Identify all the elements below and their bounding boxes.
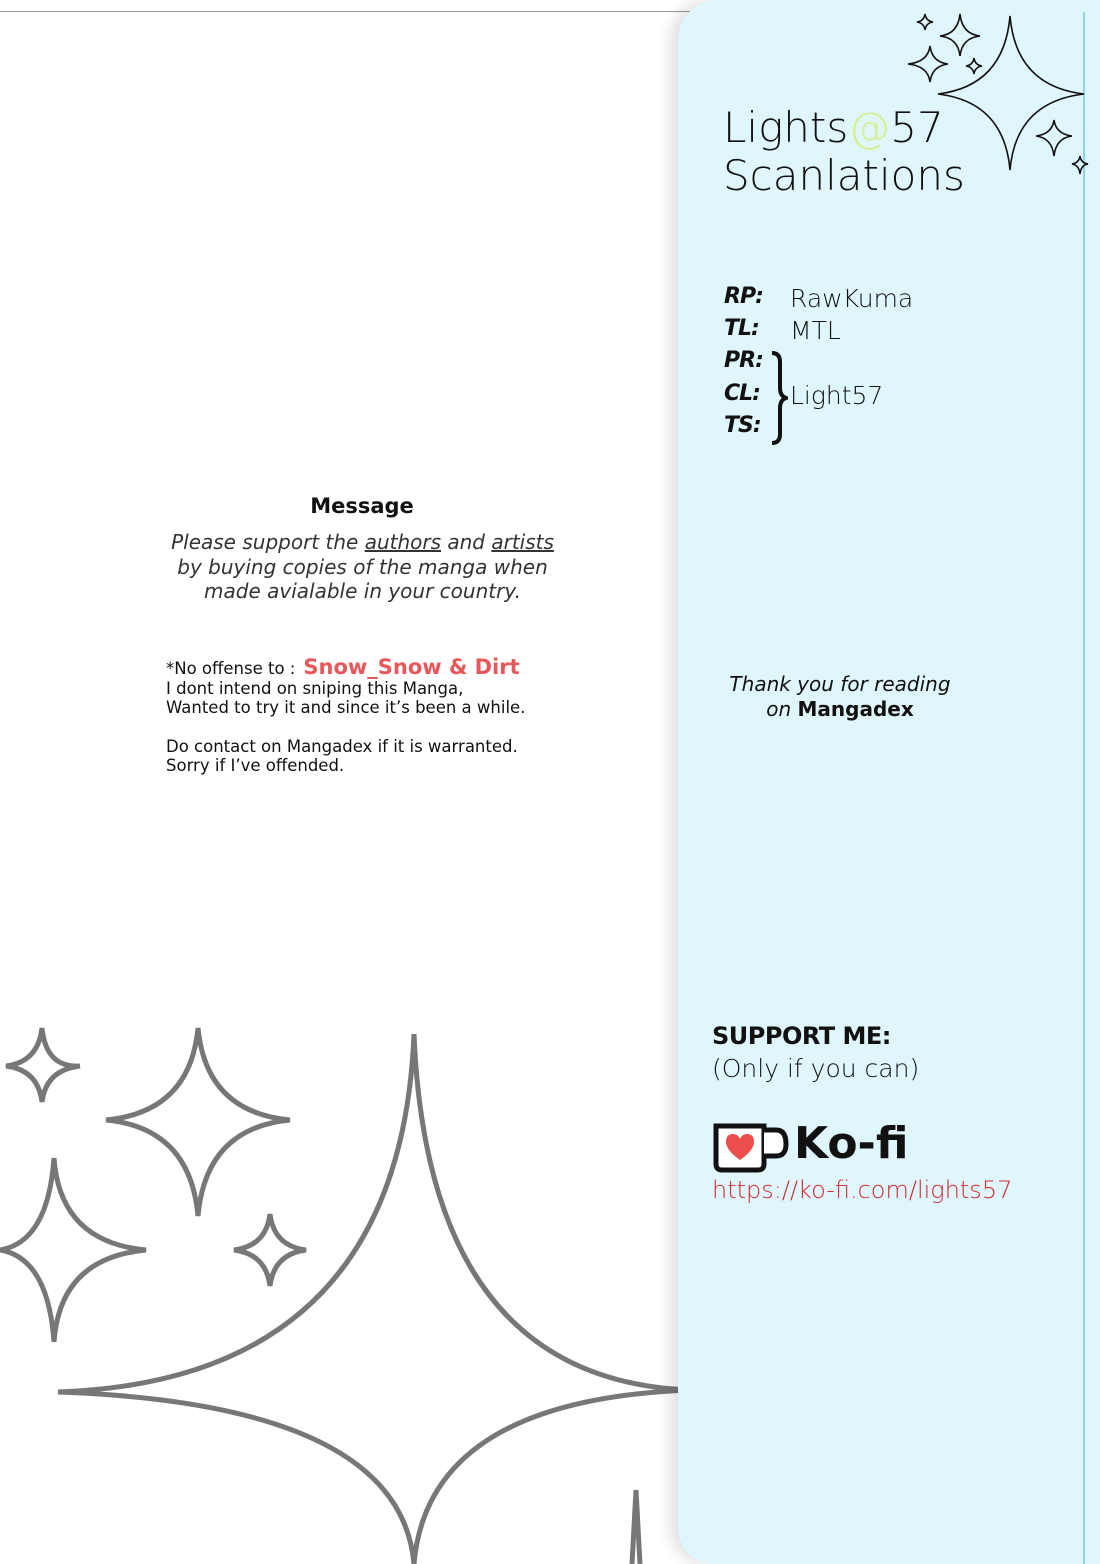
message-emphasis-authors: authors — [364, 530, 442, 554]
credit-key: PR: — [724, 348, 763, 373]
message-text: and — [441, 530, 492, 554]
credit-value: MTL — [790, 316, 841, 345]
logo-text: Lights — [723, 103, 849, 152]
panel-edge — [1083, 12, 1085, 1564]
logo-number: 57 — [890, 103, 944, 152]
note-prefix: *No offense to : — [166, 659, 296, 678]
note-line-3: Wanted to try it and since it’s been a while. — [166, 698, 526, 717]
thanks-site: Mangadex — [797, 697, 914, 721]
kofi-link[interactable]: https://ko-fi.com/lights57 — [712, 1176, 1013, 1204]
scanlation-logo — [723, 104, 965, 200]
kofi-wordmark[interactable]: Ko-fi — [794, 1118, 909, 1169]
thanks-message — [700, 672, 980, 722]
message-body — [140, 530, 585, 604]
logo-line-2: Scanlations — [723, 151, 965, 200]
kofi-cup-icon[interactable] — [710, 1120, 790, 1174]
support-subtitle: (Only if you can) — [712, 1054, 920, 1083]
brace-icon — [768, 350, 788, 446]
credit-key: TS: — [724, 413, 761, 438]
support-title: SUPPORT ME: — [712, 1022, 891, 1050]
note-line-1 — [166, 655, 586, 679]
thanks-line-2 — [700, 697, 980, 722]
note-target: Snow_Snow & Dirt — [303, 655, 520, 679]
note-line-2: I dont intend on sniping this Manga, — [166, 678, 464, 698]
message-line-1 — [140, 530, 585, 555]
offense-note — [166, 655, 586, 776]
message-title: Message — [310, 494, 414, 518]
logo-line-1 — [723, 104, 965, 152]
top-rule — [0, 11, 690, 12]
message-emphasis-artists: artists — [491, 530, 554, 554]
message-text: the — [319, 530, 365, 554]
credit-key: TL: — [724, 316, 759, 341]
message-emphasis-support: support — [242, 530, 320, 554]
credits-panel — [678, 0, 1100, 1564]
logo-at-symbol: @ — [848, 103, 891, 152]
credit-value: RawKuma — [790, 284, 914, 313]
message-text: Please — [171, 530, 243, 554]
sparkles-decoration-icon — [0, 1020, 690, 1564]
note-line-4: Do contact on Mangadex if it is warranted. — [166, 736, 518, 756]
message-line-2: by buying copies of the manga when — [177, 554, 548, 579]
note-line-5: Sorry if I’ve offended. — [166, 756, 345, 775]
message-line-3: made avialable in your country. — [204, 579, 521, 603]
thanks-line-1: Thank you for reading — [729, 672, 951, 696]
thanks-on: on — [766, 697, 798, 721]
credit-key: RP: — [724, 284, 763, 309]
credit-value: Light57 — [790, 381, 884, 410]
credit-key: CL: — [724, 381, 760, 406]
